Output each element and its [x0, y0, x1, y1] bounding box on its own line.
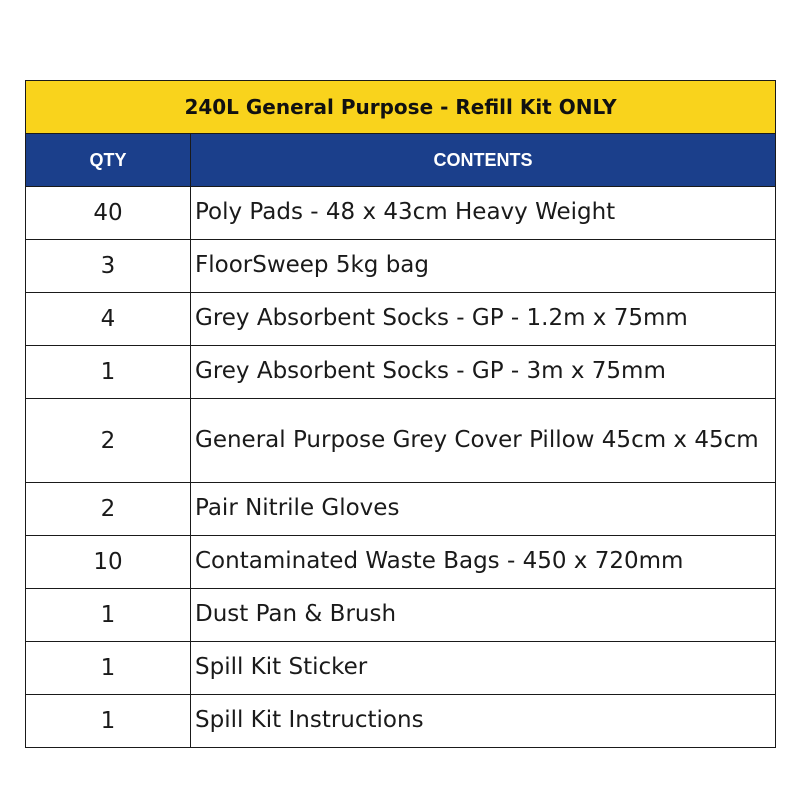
refill-kit-table — [25, 80, 776, 748]
qty-cell: 1 — [26, 695, 191, 748]
table-row — [26, 293, 776, 346]
qty-cell: 4 — [26, 293, 191, 346]
table-row — [26, 399, 776, 483]
contents-cell: Pair Nitrile Gloves — [191, 483, 776, 536]
qty-cell: 2 — [26, 483, 191, 536]
table-row — [26, 642, 776, 695]
qty-cell: 2 — [26, 399, 191, 483]
qty-cell: 10 — [26, 536, 191, 589]
table-title: 240L General Purpose - Refill Kit ONLY — [26, 81, 776, 134]
qty-cell: 40 — [26, 187, 191, 240]
table-row — [26, 187, 776, 240]
table-header-row — [26, 134, 776, 187]
contents-header: CONTENTS — [191, 134, 776, 187]
table-row — [26, 346, 776, 399]
table-row — [26, 240, 776, 293]
table-row — [26, 483, 776, 536]
qty-cell: 1 — [26, 589, 191, 642]
contents-cell: Poly Pads - 48 x 43cm Heavy Weight — [191, 187, 776, 240]
contents-cell: Contaminated Waste Bags - 450 x 720mm — [191, 536, 776, 589]
table-row — [26, 536, 776, 589]
contents-cell: Dust Pan & Brush — [191, 589, 776, 642]
qty-header: QTY — [26, 134, 191, 187]
contents-cell: FloorSweep 5kg bag — [191, 240, 776, 293]
contents-cell: General Purpose Grey Cover Pillow 45cm x 45cm — [191, 399, 776, 483]
qty-cell: 3 — [26, 240, 191, 293]
contents-cell: Grey Absorbent Socks - GP - 1.2m x 75mm — [191, 293, 776, 346]
contents-cell: Grey Absorbent Socks - GP - 3m x 75mm — [191, 346, 776, 399]
contents-cell: Spill Kit Instructions — [191, 695, 776, 748]
qty-cell: 1 — [26, 346, 191, 399]
table-title-row — [26, 81, 776, 134]
table-row — [26, 589, 776, 642]
table-row — [26, 695, 776, 748]
qty-cell: 1 — [26, 642, 191, 695]
contents-cell: Spill Kit Sticker — [191, 642, 776, 695]
